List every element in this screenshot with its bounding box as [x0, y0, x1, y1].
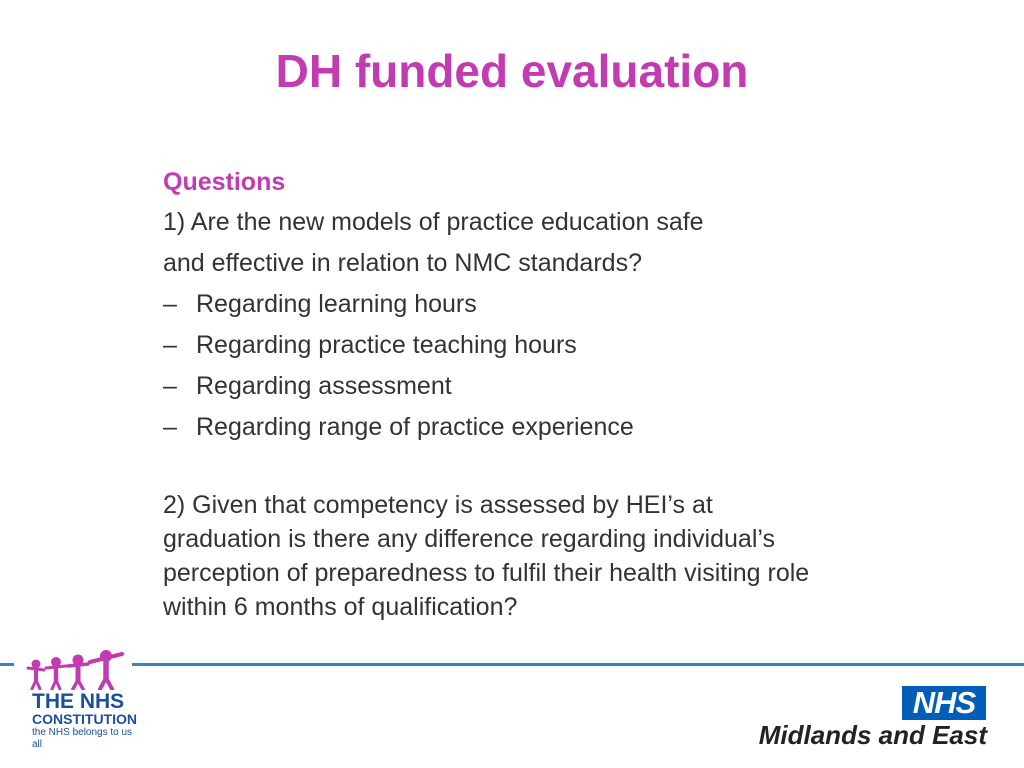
question-1-line-1: 1) Are the new models of practice education safe: [163, 208, 704, 236]
bullet-text: Regarding range of practice experience: [196, 413, 634, 441]
bullet-learning-hours: [163, 284, 943, 325]
footer-divider: [0, 663, 1024, 666]
question-2-line-4: within 6 months of qualification?: [163, 593, 518, 621]
bullet-text: Regarding practice teaching hours: [196, 331, 577, 359]
region-name: Midlands and East: [758, 720, 987, 750]
dash-marker: –: [163, 290, 177, 318]
question-2: [163, 488, 943, 624]
nhs-constitution-logo: [26, 650, 136, 751]
bullet-assessment: [163, 366, 943, 407]
question-2-line-3: perception of preparedness to fulfil their health visiting role: [163, 559, 810, 587]
questions-heading: Questions: [163, 168, 286, 196]
question-2-line-1: 2) Given that competency is assessed by HEI’s at: [163, 491, 713, 519]
constitution-tagline: the NHS belongs to us all: [32, 727, 133, 750]
dash-marker: –: [163, 413, 177, 441]
dash-marker: –: [163, 331, 177, 359]
slide-title: DH funded evaluation: [275, 45, 749, 97]
constitution-subtitle: CONSTITUTION: [32, 711, 137, 727]
dash-marker: –: [163, 372, 177, 400]
question-1-line-2: and effective in relation to NMC standards?: [163, 249, 642, 277]
bullet-practice-experience: [163, 407, 943, 448]
question-2-line-2: graduation is there any difference regarding individual’s: [163, 525, 775, 553]
bullet-teaching-hours: [163, 325, 943, 366]
people-icon: [26, 650, 132, 690]
nhs-logo: NHS: [902, 686, 986, 720]
constitution-title: THE NHS: [32, 690, 125, 713]
bullet-text: Regarding assessment: [196, 372, 452, 400]
bullet-text: Regarding learning hours: [196, 290, 477, 318]
slide-body: [163, 166, 943, 624]
